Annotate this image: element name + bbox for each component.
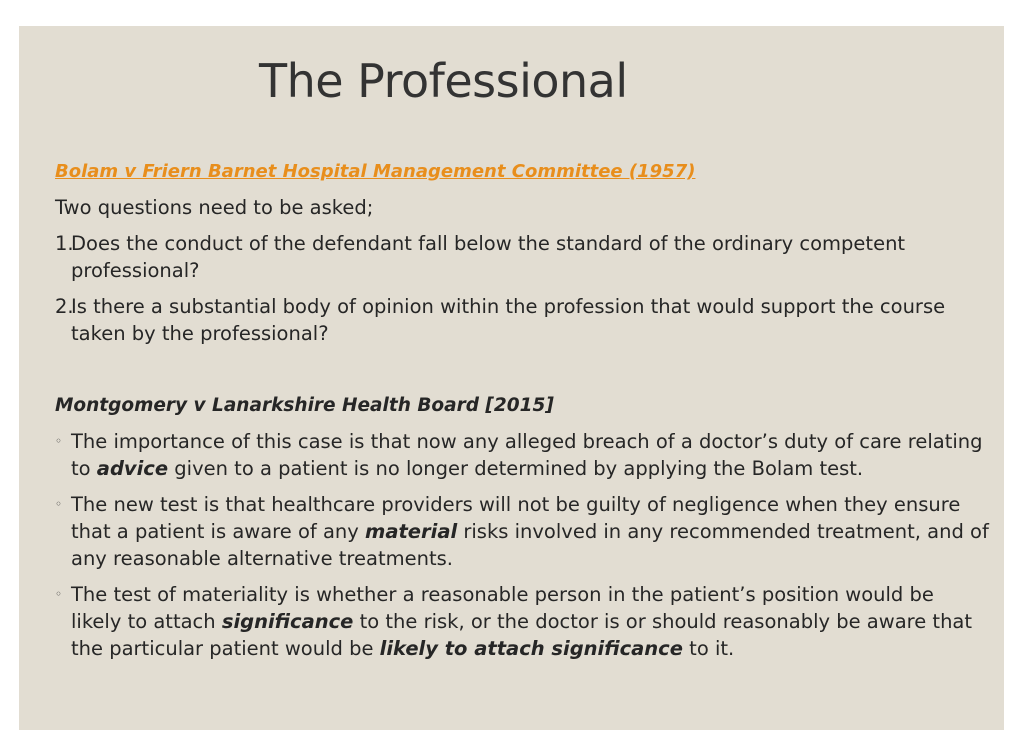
bullet-text: The importance of this case is that now any alleged breach of a doctor’s duty of care relating to advice given to a patient is no longer determined by applying the Bolam test. <box>71 430 983 480</box>
bullet-icon: ◦ <box>55 434 63 448</box>
bullet-item <box>55 491 990 572</box>
emphasis-likely-to-attach-significance: likely to attach significance <box>379 637 683 660</box>
bullet-item <box>55 581 990 662</box>
slide <box>19 26 1004 730</box>
montgomery-case-heading: Montgomery v Lanarkshire Health Board [2015] <box>55 395 554 416</box>
question-number: 1. <box>55 232 74 255</box>
slide-body <box>55 158 990 671</box>
emphasis-advice: advice <box>96 457 169 480</box>
bolam-intro: Two questions need to be asked; <box>55 196 374 219</box>
question-item <box>55 293 990 347</box>
bullet-text: The new test is that healthcare providers will not be guilty of negligence when they ensure that a patient is aware of any material risks involved in any recommended treatment, and of any reasonable alternative treatments. <box>71 493 989 570</box>
bolam-case-link[interactable]: Bolam v Friern Barnet Hospital Management Committee (1957) <box>55 161 696 182</box>
emphasis-material: material <box>365 520 458 543</box>
bullet-item <box>55 428 990 482</box>
bullet-text: The test of materiality is whether a reasonable person in the patient’s position would be likely to attach significance to the risk, or the doctor is or should reasonably be aware that the particular patient would be likely to attach significance to it. <box>71 583 973 660</box>
question-item <box>55 230 990 284</box>
slide-title: The Professional <box>259 54 628 108</box>
question-text: Does the conduct of the defendant fall below the standard of the ordinary competent professional? <box>71 232 906 282</box>
emphasis-significance: significance <box>221 610 354 633</box>
question-number: 2. <box>55 295 74 318</box>
bullet-icon: ◦ <box>55 587 63 601</box>
question-text: Is there a substantial body of opinion within the profession that would support the course taken by the professional? <box>71 295 946 345</box>
bullet-icon: ◦ <box>55 497 63 511</box>
